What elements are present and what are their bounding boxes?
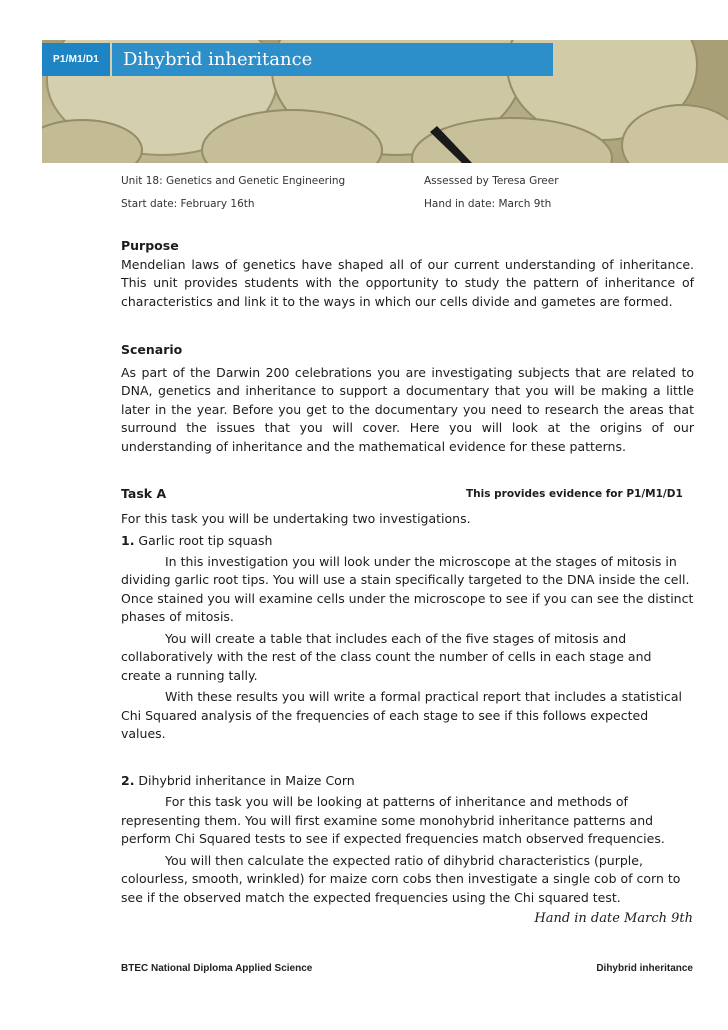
scenario-text: As part of the Darwin 200 celebrations you are investigating subjects that are related to DNA, genetics and inheritance to support a documentary that you will be making a little later in the year. Before you get to the documentary you need to research the areas that surround the issues that you will cover. Here you will look at the origins of our understanding of inheritance and the mathematical evidence for these patterns. (121, 364, 694, 454)
hand-in-date: Hand in date: March 9th (424, 198, 552, 210)
scenario-section (121, 341, 694, 456)
part1-number: 1. (121, 533, 135, 548)
unit-label: Unit 18: Genetics and Genetic Engineering (121, 175, 346, 187)
start-date: Start date: February 16th (121, 198, 255, 210)
scenario-heading: Scenario (121, 342, 183, 357)
part2-paragraph-1: For this task you will be looking at patterns of inheritance and methods of representing them. You will first examine some monohybrid inheritance patterns and perform Chi Squared tests to see if expected frequencies match observed frequencies. (121, 794, 665, 846)
footer-course-name: BTEC National Diploma Applied Science (121, 963, 313, 974)
part1-heading (121, 532, 694, 551)
task-hand-in-date: Hand in date March 9th (534, 911, 693, 926)
evidence-note: This provides evidence for P1/M1/D1 (466, 488, 683, 500)
assessor-label: Assessed by Teresa Greer (424, 175, 559, 187)
assessment-code: P1/M1/D1 (42, 43, 110, 76)
part2-heading (121, 772, 694, 791)
part1-title: Garlic root tip squash (134, 533, 273, 548)
purpose-text: Mendelian laws of genetics have shaped all of our current understanding of inheritance. This unit provides students with the opportunity to study the pattern of inheritance of characteristics and link it to the ways in which our cells divide and gametes are formed. (121, 256, 694, 309)
part2-number: 2. (121, 772, 135, 788)
purpose-section (121, 237, 694, 311)
part1-paragraph-2: You will create a table that includes each of the five stages of mitosis and collaboratively with the rest of the class count the number of cells in each stage and create a running tally. (121, 630, 652, 683)
purpose-heading: Purpose (121, 238, 179, 253)
task-a-section (121, 485, 694, 907)
footer-topic: Dihybrid inheritance (596, 963, 693, 974)
part1-paragraph-1: In this investigation you will look under the microscope at the stages of mitosis in dividing garlic root tips. You will use a stain specifically targeted to the DNA inside the cell. Once stained you will examine cells under the microscope to see if you can see the distinct phases of mitosis. (121, 553, 694, 624)
part1-paragraph-3: With these results you will write a formal practical report that includes a statistical Chi Squared analysis of the frequencies of each stage to see if this follows expected values. (121, 689, 682, 741)
part2-paragraph-2: You will then calculate the expected ratio of dihybrid characteristics (purple, colourless, smooth, wrinkled) for maize corn cobs then investigate a single cob of corn to see if the observed match the expected frequencies using the Chi squared test. (121, 852, 681, 905)
task-intro: For this task you will be undertaking two investigations. (121, 510, 471, 526)
task-a-heading: Task A (121, 486, 167, 501)
part2-title: Dihybrid inheritance in Maize Corn (134, 772, 355, 788)
page-title: Dihybrid inheritance (112, 43, 553, 76)
